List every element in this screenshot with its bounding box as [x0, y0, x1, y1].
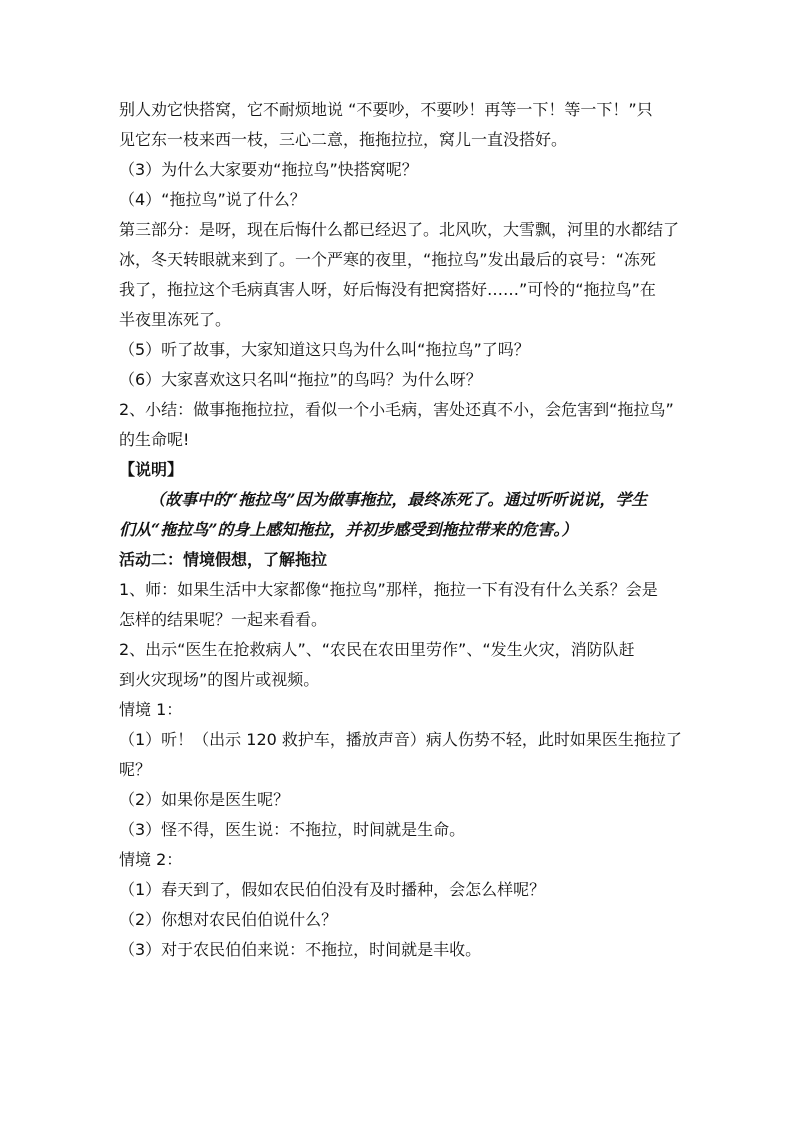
summary-line: 的生命呢!	[119, 430, 190, 449]
text-line: 到火灾现场”的图片或视频。	[119, 670, 320, 689]
text-line: 第三部分：是呀，现在后悔什么都已经迟了。北风吹，大雪飘，河里的水都结了	[119, 220, 680, 239]
note-section	[119, 455, 679, 545]
summary-line: 2、小结：做事拖拖拉拉，看似一个小毛病，害处还真不小，会危害到“拖拉鸟”	[119, 400, 674, 419]
text-line: 1、师：如果生活中大家都像“拖拉鸟”那样，拖拉一下有没有什么关系？会是	[119, 580, 658, 599]
note-line: 们从“拖拉鸟”的身上感知拖拉，并初步感受到拖拉带来的危害。）	[119, 520, 578, 539]
text-line: 我了，拖拉这个毛病真害人呀，好后悔没有把窝搭好……”可怜的“拖拉鸟”在	[119, 280, 656, 299]
text-line: 怎样的结果呢？一起来看看。	[119, 610, 328, 629]
scenario-heading: 情境 1：	[119, 700, 183, 719]
question-line: （3）对于农民伯伯来说：不拖拉，时间就是丰收。	[119, 940, 482, 959]
activity-section	[119, 545, 682, 965]
question-line: （1）春天到了，假如农民伯伯没有及时播种，会怎么样呢？	[119, 880, 546, 899]
question-line: （2）如果你是医生呢？	[119, 790, 290, 809]
text-line: 别人劝它快搭窝，它不耐烦地说 “不要吵，不要吵！再等一下！等一下！”只	[119, 100, 653, 119]
note-heading: 【说明】	[119, 460, 184, 479]
activity-heading: 活动二：情境假想，了解拖拉	[119, 550, 328, 569]
question-line: （3）为什么大家要劝“拖拉鸟”快搭窝呢？	[119, 160, 418, 179]
document-page	[119, 95, 682, 965]
question-line: （3）怪不得，医生说：不拖拉，时间就是生命。	[119, 820, 466, 839]
question-line: （1）听！（出示 120 救护车，播放声音）病人伤势不轻，此时如果医生拖拉了	[119, 730, 682, 749]
question-line: （5）听了故事，大家知道这只鸟为什么叫“拖拉鸟”了吗？	[119, 340, 530, 359]
text-line: 2、出示“医生在抢救病人”、“农民在农田里劳作”、“发生火灾，消防队赶	[119, 640, 635, 659]
question-line: （2）你想对农民伯伯说什么？	[119, 910, 338, 929]
question-line: （6）大家喜欢这只名叫“拖拉”的鸟吗？为什么呀？	[119, 370, 482, 389]
question-line: （4）“拖拉鸟”说了什么？	[119, 190, 306, 209]
question-line: 呢？	[119, 760, 152, 779]
scenario-heading: 情境 2：	[119, 850, 183, 869]
text-line: 见它东一枝来西一枝，三心二意，拖拖拉拉，窝儿一直没搭好。	[119, 130, 568, 149]
text-line: 冰，冬天转眼就来到了。一个严寒的夜里，“拖拉鸟”发出最后的哀号：“冻死	[119, 250, 656, 269]
note-line: （故事中的“拖拉鸟”因为做事拖拉，最终冻死了。通过听听说说，学生	[149, 490, 648, 509]
story-section	[119, 95, 679, 455]
text-line: 半夜里冻死了。	[119, 310, 232, 329]
